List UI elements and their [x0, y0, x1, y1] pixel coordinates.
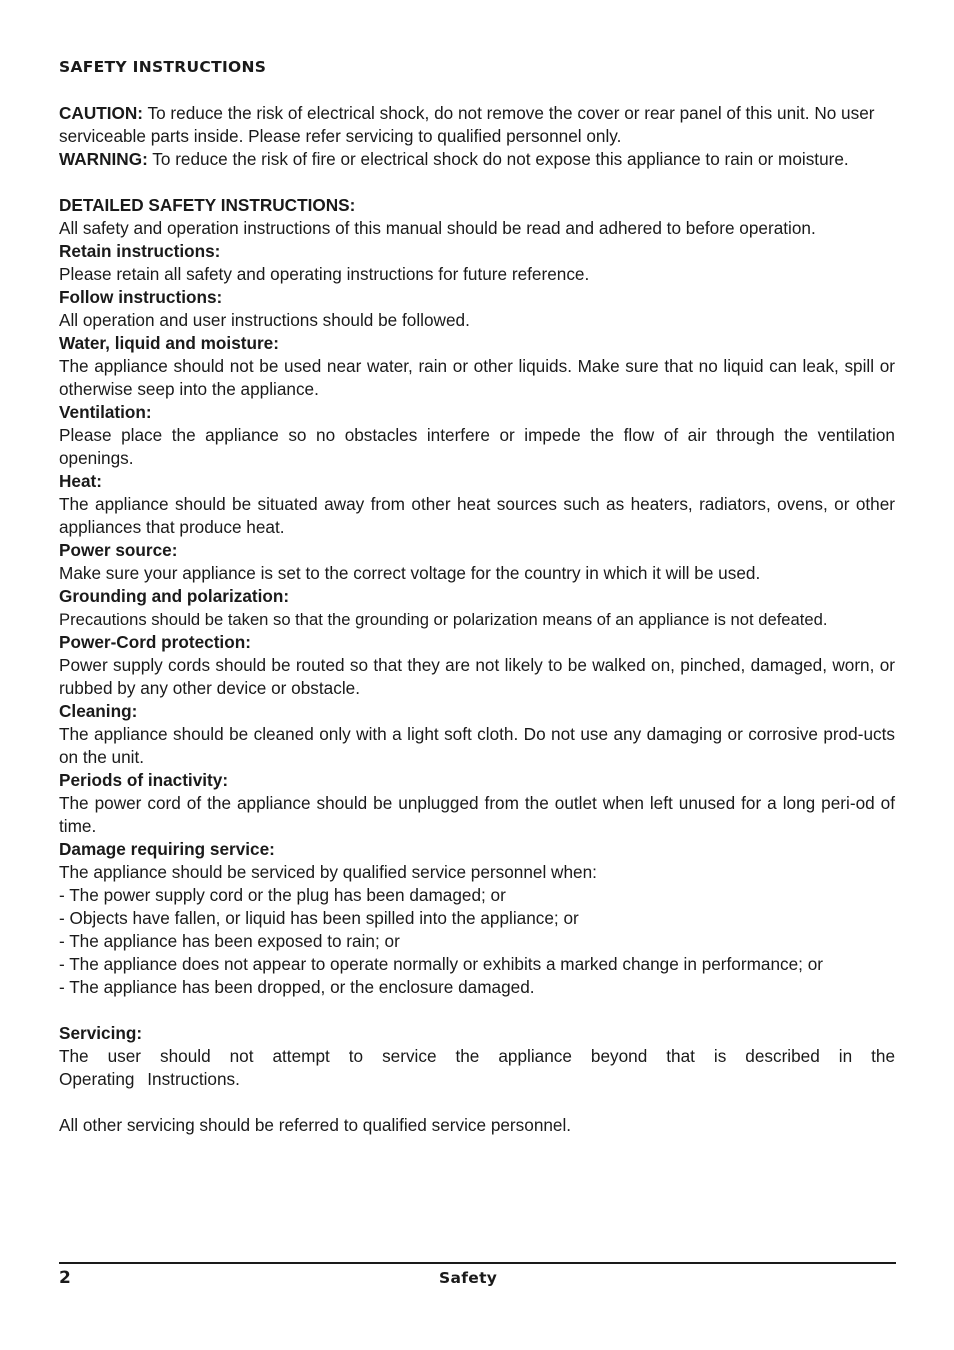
list-item: - The appliance has been exposed to rain; or [59, 931, 400, 951]
section-heading: Water, liquid and moisture: [59, 333, 279, 353]
section-heading: Power-Cord protection: [59, 632, 251, 652]
section-power-cord [59, 631, 895, 700]
servicing-text: The user should not attempt to service the appliance beyond that is described in the Operating Instructions. [59, 1046, 895, 1089]
section-servicing [59, 1022, 895, 1137]
section-text: Make sure your appliance is set to the correct voltage for the country in which it will be used. [59, 563, 761, 583]
footer-section-label: Safety [439, 1269, 498, 1287]
document-body [59, 55, 895, 1137]
detailed-lead: All safety and operation instructions of this manual should be read and adhered to before operation. [59, 218, 816, 238]
section-heading: Retain instructions: [59, 241, 221, 261]
list-item: - The appliance has been dropped, or the enclosure damaged. [59, 977, 535, 997]
section-retain [59, 240, 895, 286]
section-heading: Ventilation: [59, 402, 152, 422]
section-follow [59, 286, 895, 332]
section-heading: Follow instructions: [59, 287, 223, 307]
section-heading: Periods of inactivity: [59, 770, 229, 790]
section-heading: Power source: [59, 540, 178, 560]
section-heading: Grounding and polarization: [59, 586, 290, 606]
section-text: All operation and user instructions should be followed. [59, 310, 470, 330]
detailed-heading: DETAILED SAFETY INSTRUCTIONS: [59, 195, 356, 215]
section-damage [59, 838, 895, 999]
caution-paragraph [59, 102, 895, 148]
damage-lead: The appliance should be serviced by qualified service personnel when: [59, 862, 597, 882]
section-heading: Cleaning: [59, 701, 138, 721]
caution-text: To reduce the risk of electrical shock, do not remove the cover or rear panel of this unit. No user serviceable parts inside. Please refer servicing to qualified personnel only. [59, 103, 875, 146]
caution-label: CAUTION: [59, 103, 144, 123]
warning-text: To reduce the risk of fire or electrical shock do not expose this appliance to rain or moisture. [147, 149, 849, 169]
section-text: Please retain all safety and operating instructions for future reference. [59, 264, 590, 284]
page-title: SAFETY INSTRUCTIONS [59, 58, 267, 76]
section-text: The appliance should be cleaned only with a light soft cloth. Do not use any damaging or corrosive prod-ucts on the unit. [59, 724, 895, 767]
damage-heading: Damage requiring service: [59, 839, 275, 859]
section-ventilation [59, 401, 895, 470]
section-inactivity [59, 769, 895, 838]
section-text: Please place the appliance so no obstacles interfere or impede the flow of air through the ventilation openings. [59, 425, 895, 468]
section-power-source [59, 539, 895, 585]
section-heat [59, 470, 895, 539]
footer-divider [59, 1262, 896, 1264]
section-water [59, 332, 895, 401]
list-item: - Objects have fallen, or liquid has been spilled into the appliance; or [59, 908, 579, 928]
servicing-heading: Servicing: [59, 1023, 143, 1043]
section-text: The appliance should be situated away from other heat sources such as heaters, radiators, ovens, or other appliances that produce heat. [59, 494, 895, 537]
list-item: - The power supply cord or the plug has been damaged; or [59, 885, 506, 905]
warning-paragraph [59, 148, 895, 171]
warning-label: WARNING: [59, 149, 148, 169]
list-item: - The appliance does not appear to operate normally or exhibits a marked change in performance; or [59, 954, 824, 974]
section-text: The power cord of the appliance should be unplugged from the outlet when left unused for a long peri-od of time. [59, 793, 895, 836]
section-cleaning [59, 700, 895, 769]
servicing-closing: All other servicing should be referred to qualified service personnel. [59, 1115, 572, 1135]
section-heading: Heat: [59, 471, 102, 491]
section-text: Power supply cords should be routed so that they are not likely to be walked on, pinched, damaged, worn, or rubbed by any other device or obstacle. [59, 655, 895, 698]
section-grounding [59, 585, 895, 631]
page-number: 2 [59, 1268, 71, 1288]
section-text: The appliance should not be used near water, rain or other liquids. Make sure that no liquid can leak, spill or otherwise seep into the appliance. [59, 356, 895, 399]
section-text: Precautions should be taken so that the grounding or polarization means of an appliance is not defeated. [59, 610, 828, 629]
